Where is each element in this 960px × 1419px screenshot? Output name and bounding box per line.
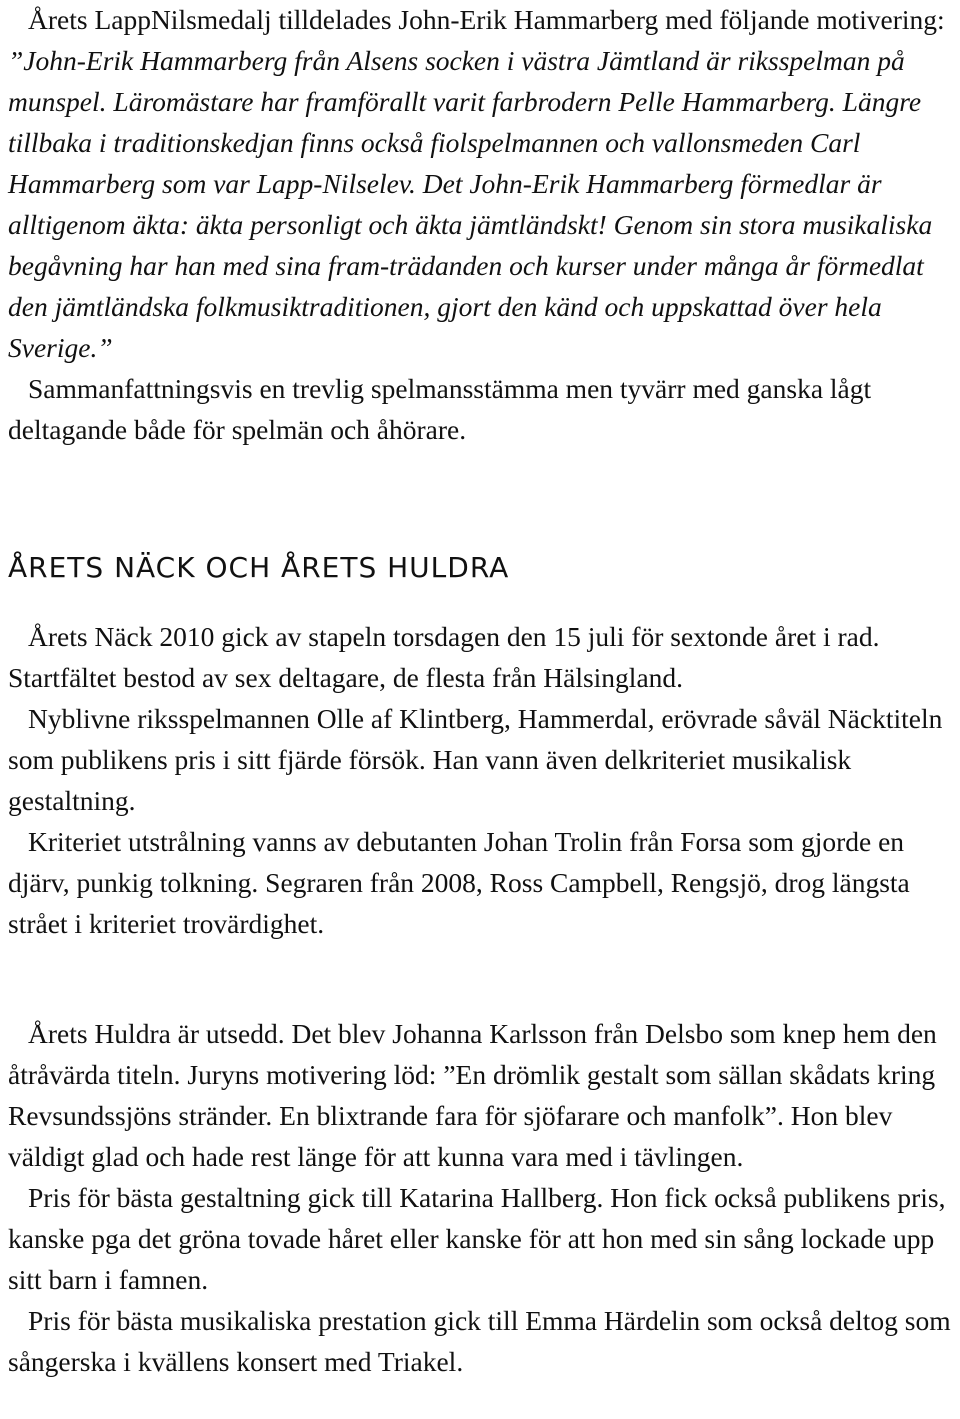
huldra-section — [8, 1013, 958, 1382]
nack-criteria-paragraph: Kriteriet utstrålning vanns av debutanten Johan Trolin från Forsa som gjorde en djärv, punkig tolkning. Segraren från 2008, Ross Campbell, Rengsjö, drog längsta strået i kriteriet trovärdighet. — [8, 826, 910, 939]
lappnils-section — [8, 0, 958, 450]
motivation-quote: ”John-Erik Hammarberg från Alsens socken i västra Jämtland är riksspelman på munspel. Läromästare har framförallt varit farbrodern Pelle Hammarberg. Längre tillbaka i traditionskedjan finns också fiolspelmannen och vallonsmeden Carl Hammarberg som var Lapp-Nilselev. Det John-Erik Hammarberg förmedlar är alltigenom äkta: äkta personligt och äkta jämtländskt! Genom sin stora musikaliska begåvning har han med sina fram-trädanden och kurser under många år förmedlat den jämtländska folkmusiktraditionen, gjort den känd och uppskattad över hela Sverige.” — [8, 45, 933, 363]
huldra-musical-paragraph: Pris för bästa musikaliska prestation gick till Emma Härdelin som också deltog som sångerska i kvällens konsert med Triakel. — [8, 1305, 951, 1377]
summary-paragraph: Sammanfattningsvis en trevlig spelmansstämma men tyvärr med ganska lågt deltagande både för spelmän och åhörare. — [8, 373, 872, 445]
nack-intro-paragraph: Årets Näck 2010 gick av stapeln torsdagen den 15 juli för sextonde året i rad. Startfältet bestod av sex deltagare, de flesta från Hälsingland. — [8, 621, 880, 693]
section-heading: ÅRETS NÄCK OCH ÅRETS HULDRA — [8, 551, 510, 584]
nack-winner-paragraph: Nyblivne riksspelmannen Olle af Klintberg, Hammerdal, erövrade såväl Näcktiteln som publikens pris i sitt fjärde försök. Han vann även delkriteriet musikalisk gestaltning. — [8, 703, 943, 816]
huldra-winner-paragraph: Årets Huldra är utsedd. Det blev Johanna Karlsson från Delsbo som knep hem den åtråvärda titeln. Juryns motivering löd: ”En drömlik gestalt som sällan skådats kring Revsundssjöns stränder. En blixtrande fara för sjöfarare och manfolk”. Hon blev väldigt glad och hade rest länge för att kunna vara med i tävlingen. — [8, 1018, 937, 1172]
medal-paragraph: Årets LappNilsmedalj tilldelades John-Erik Hammarberg med följande motivering: — [28, 4, 945, 35]
nack-section — [8, 616, 958, 944]
huldra-gestaltning-paragraph: Pris för bästa gestaltning gick till Katarina Hallberg. Hon fick också publikens pris, kanske pga det gröna tovade håret eller kanske för att hon med sin sång lockade upp sitt barn i famnen. — [8, 1182, 946, 1295]
